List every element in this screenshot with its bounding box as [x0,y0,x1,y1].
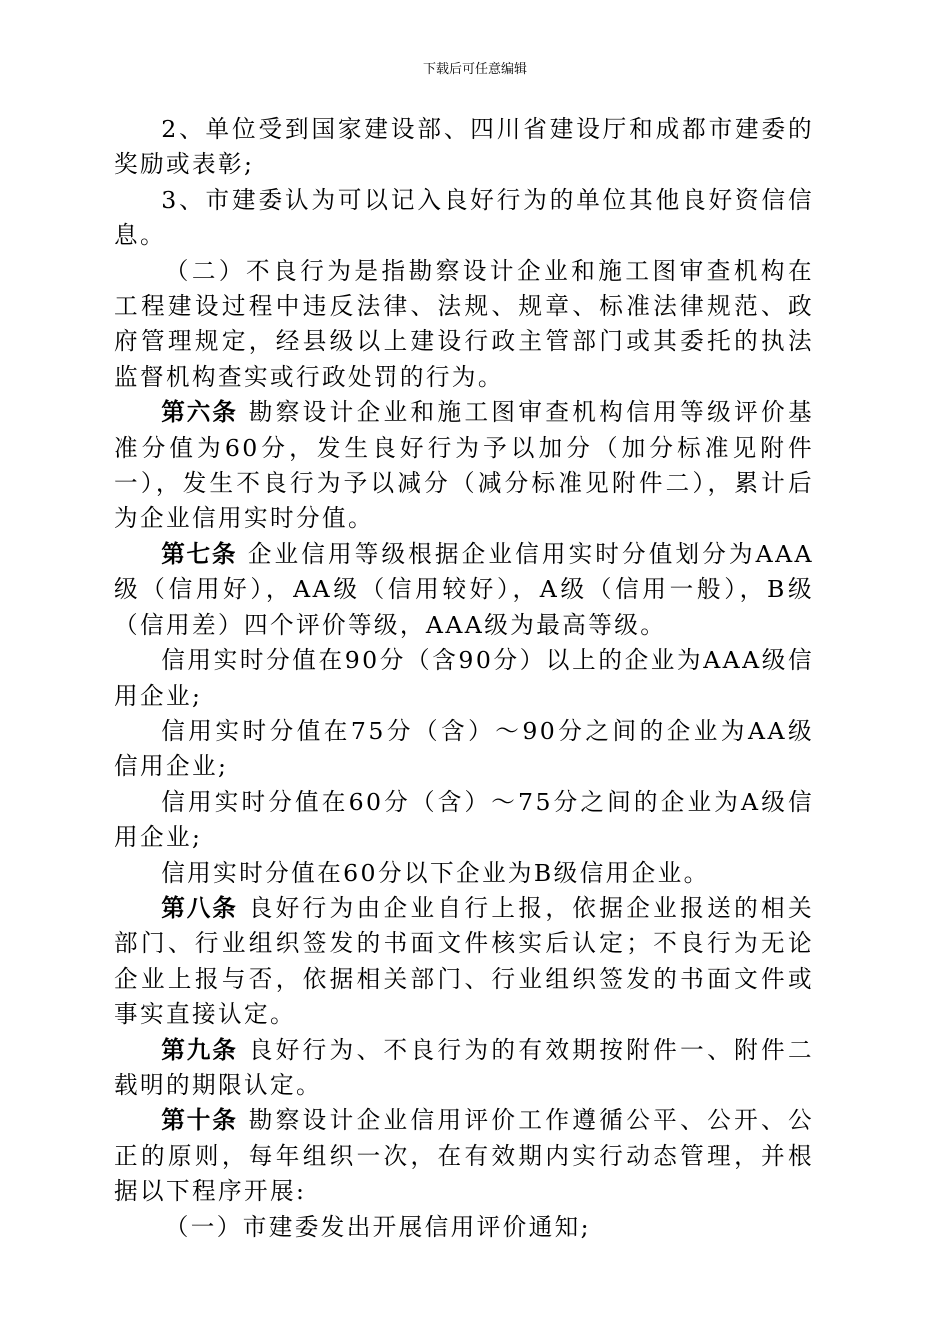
article-number: 第九条 [161,1035,238,1064]
article-number: 第七条 [161,539,238,568]
paragraph-text: 勘察设计企业和施工图审查机构信用等级评价基准分值为60分，发生良好行为予以加分（加分标准见附件一），发生不良行为予以减分（减分标准见附件二），累计后为企业信用实时分值。 [114,398,814,533]
article-10 [114,1103,814,1209]
paragraph-text: 信用实时分值在90分（含90分）以上的企业为AAA级信用企业; [114,646,814,710]
paragraph-text: （一）市建委发出开展信用评价通知; [164,1212,591,1241]
document-body [114,112,814,1245]
paragraph-text: 2、单位受到国家建设部、四川省建设厅和成都市建委的奖励或表彰; [114,115,814,179]
paragraph-award [114,112,814,183]
paragraph-other-credit [114,183,814,254]
paragraph-text: 良好行为、不良行为的有效期按附件一、附件二载明的期限认定。 [114,1035,814,1099]
page-header: 下载后可任意编辑 [422,62,527,77]
article-6 [114,395,814,537]
paragraph-aaa-level [114,643,814,714]
article-number: 第六条 [161,398,238,427]
article-number: 第八条 [161,893,238,922]
article-number: 第十条 [161,1106,238,1135]
paragraph-aa-level [114,714,814,785]
paragraph-text: 信用实时分值在60分（含）～75分之间的企业为A级信用企业; [114,787,814,852]
paragraph-b-level [114,856,814,891]
paragraph-text: 3、市建委认为可以记入良好行为的单位其他良好资信信息。 [114,185,814,250]
paragraph-text: （二）不良行为是指勘察设计企业和施工图审查机构在工程建设过程中违反法律、法规、规章、标准法律规范、政府管理规定，经县级以上建设行政主管部门或其委托的执法监督机构查实或行政处罚的行为。 [114,256,814,391]
article-7 [114,537,814,643]
paragraph-text: 良好行为由企业自行上报，依据企业报送的相关部门、行业组织签发的书面文件核实后认定；不良行为无论企业上报与否，依据相关部门、行业组织签发的书面文件或事实直接认定。 [114,893,814,1029]
paragraph-text: 企业信用等级根据企业信用实时分值划分为AAA级（信用好），AA级（信用较好），A级（信用一般），B级（信用差）四个评价等级，AAA级为最高等级。 [114,539,814,639]
paragraph-text: 信用实时分值在60分以下企业为B级信用企业。 [161,858,710,887]
paragraph-procedure-1 [114,1210,814,1245]
paragraph-a-level [114,785,814,856]
article-8 [114,891,814,1033]
article-9 [114,1033,814,1104]
paragraph-text: 信用实时分值在75分（含）～90分之间的企业为AA级信用企业; [114,716,814,781]
paragraph-text: 勘察设计企业信用评价工作遵循公平、公开、公正的原则，每年组织一次，在有效期内实行动态管理，并根据以下程序开展: [114,1106,814,1206]
paragraph-bad-behavior-definition [114,254,814,396]
